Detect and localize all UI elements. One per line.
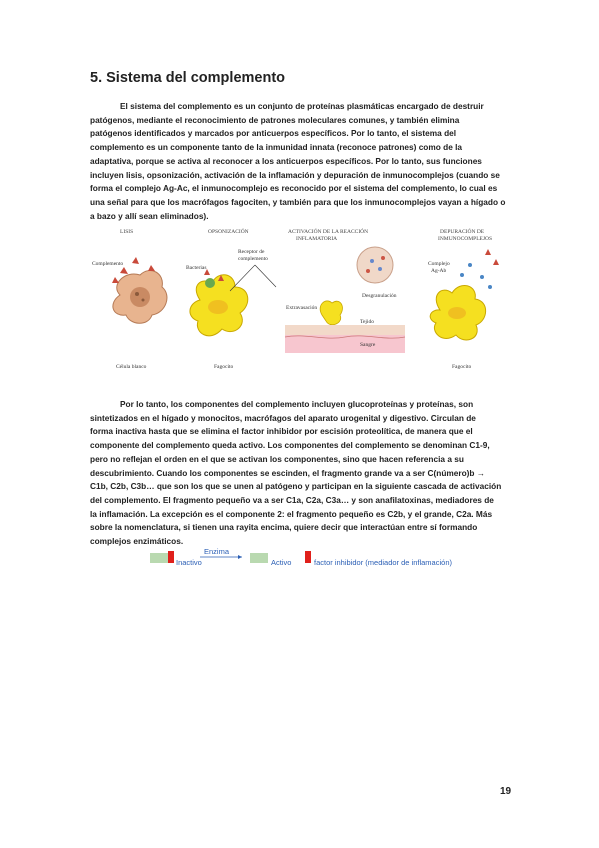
- label-ag-ab: Ag-Ab: [431, 268, 447, 274]
- label-desgranulacion: Desgranulación: [362, 293, 397, 299]
- label-fagocito-1: Fagocito: [214, 364, 234, 370]
- panel-title-opsonizacion: OPSONIZACIÓN: [208, 229, 249, 235]
- legend-activo: Activo: [271, 558, 292, 567]
- text-line: componente del complemento queda activo. Los componentes del complemento se denominan C1-9,: [90, 440, 490, 451]
- text-line: patógenos, mediante el reconocimiento de patrones moleculares comunes, y también elimina: [90, 114, 460, 125]
- phagocyte-illustration: [190, 265, 276, 336]
- legend-factor-inhibidor: factor inhibidor (mediador de inflamación): [314, 558, 452, 567]
- text-line: la inflamación. La excepción es el componente 2: el fragmento pequeño es C2b, y el grande, C2a. Más: [90, 508, 493, 519]
- label-celula-blanco: Célula blanco: [116, 364, 147, 370]
- text-line: descubrimiento. Cuando los componentes se escinden, el fragmento grande va a ser C(número)b →: [90, 467, 486, 478]
- panel-title-inflamacion: ACTIVACIÓN DE LA REACCIÓN: [288, 229, 369, 235]
- label-receptor-2: complemento: [238, 256, 268, 262]
- text-line: complejos enzimáticos.: [90, 536, 184, 547]
- text-line: una señal para que los macrófagos fagociten, y también para que los inmunocomplejos vayan a hígado o: [90, 196, 506, 207]
- inactive-box: [150, 553, 168, 563]
- paragraph-intro: [90, 100, 516, 223]
- text-line: C1b, C2b, C3b… que son los que se unen al patógeno y participan en la siguiente cascada de activación: [90, 481, 502, 492]
- inhibitor-factor-marker: [305, 551, 311, 563]
- label-bacterias: Bacterias: [186, 265, 207, 271]
- text-line: a bazo y allí sean eliminados).: [90, 210, 209, 221]
- text-line: sobre la nomenclatura, si tienen una rayita encima, quiere decir que interactúan entre sí formando: [90, 522, 478, 533]
- page-number: 19: [500, 786, 512, 797]
- active-box: [250, 553, 268, 563]
- inhibitor-marker: [168, 551, 174, 563]
- text-line: pero no reflejan el orden en el que se activan los componentes, sino que hacen referencia a su: [90, 453, 464, 464]
- text-line: adaptativa, porque se activa al reconocer a los anticuerpos específicos. Por lo tanto, sus funciones: [90, 155, 482, 166]
- legend-enzima: Enzima: [204, 548, 230, 556]
- text-line: patógenos identificados y marcados por anticuerpos específicos. Por lo tanto, el sistema del: [90, 128, 457, 139]
- label-extravasacion: Extravasación: [286, 305, 318, 311]
- inflammation-illustration: [285, 247, 405, 353]
- label-fagocito-2: Fagocito: [452, 364, 472, 370]
- text-line: Por lo tanto, los componentes del complemento incluyen glucoproteínas y proteínas, son: [120, 399, 474, 409]
- label-receptor: Receptor de: [238, 249, 265, 255]
- label-sangre: Sangre: [360, 342, 376, 348]
- label-complemento: Complemento: [92, 261, 124, 267]
- panel-title-depuracion-2: INMUNOCOMPLEJOS: [438, 236, 493, 242]
- text-line: del complemento. El fragmento pequeño va a ser C1a, C2a, C3a… y son anafilatoxinas, mediadores de: [90, 494, 494, 505]
- text-line: forma inactiva hasta que se elimina el factor inhibidor por escisión proteolítica, de manera que el: [90, 426, 473, 437]
- section-heading: 5. Sistema del complemento: [90, 70, 286, 86]
- label-complejo: Complejo: [428, 261, 450, 267]
- panel-title-depuracion: DEPURACIÓN DE: [440, 229, 485, 235]
- legend: [150, 548, 470, 572]
- text-line: complemento es un componente tanto de la inmunidad innata (reconoce patrones) como de la: [90, 142, 463, 153]
- panel-title-inflamacion-2: INFLAMATORIA: [296, 236, 338, 242]
- label-tejido: Tejido: [360, 319, 374, 325]
- paragraph-components: [90, 398, 516, 549]
- text-line: incluyen lisis, opsonización, activación de la inflamación y depuración de inmunocomplejos (cuando se: [90, 169, 500, 180]
- text-line: El sistema del complemento es un conjunto de proteínas plasmáticas encargado de destruir: [120, 101, 484, 111]
- text-line: forma el complejo Ag-Ac, el inmunocomplejo es reconocido por el sistema del complemento, lo cual es: [90, 183, 498, 194]
- panel-title-lisis: LISIS: [120, 229, 134, 235]
- complement-functions-figure: [90, 225, 510, 375]
- text-line: sintetizados en el hígado y monocitos, macrófagos del aparato urogenital y digestivo. Circulan de: [90, 412, 476, 423]
- legend-inactivo: Inactivo: [176, 558, 202, 567]
